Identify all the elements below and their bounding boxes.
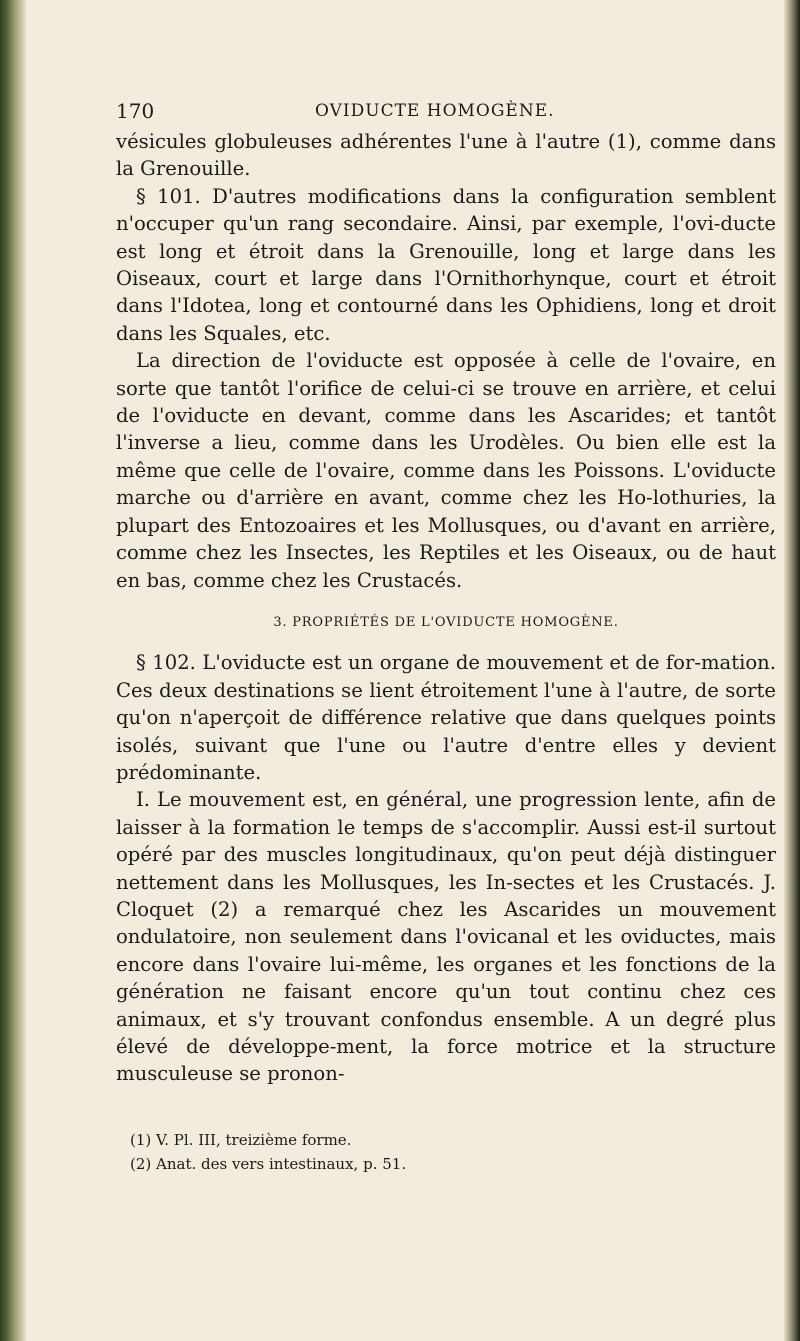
paragraph: vésicules globuleuses adhérentes l'une à l'autre (1), comme dans la Grenouille. — [116, 130, 776, 181]
paragraph: La direction de l'oviducte est opposée à celle de l'ovaire, en sorte que tantôt l'orifice de celui-ci se trouve en arrière, et celui de l'oviducte en devant, comme dans les Ascarides; et tantôt l'inverse a lieu, comme dans les Urodèles. Ou bien elle est la même que celle de l'ovaire, comme dans les Poissons. L'oviducte marche ou d'arrière en avant, comme chez les Ho-lothuries, la plupart des Entozoaires et les Mollusques, ou d'avant en arrière, comme chez les Insectes, les Reptiles et les Oiseaux, ou de haut en bas, comme chez les Crustacés. — [116, 349, 776, 592]
paragraph: § 102. L'oviducte est un organe de mouvement et de for-mation. Ces deux destinations se lient étroitement l'une à l'autre, de sorte qu'on n'aperçoit de différence relative que dans quelques points isolés, suivant que l'une ou l'autre d'entre elles y devient prédominante. — [116, 651, 776, 784]
footnote: (2) Anat. des vers intestinaux, p. 51. — [130, 1154, 407, 1173]
paragraph: I. Le mouvement est, en général, une progression lente, afin de laisser à la formation le temps de s'accomplir. Aussi est-il surtout opéré par des muscles longitudinaux, qu'on peut déjà distinguer nettement dans les Mollusques, les In-sectes et les Crustacés. J. Cloquet (2) a remarqué chez les Ascarides un mouvement ondulatoire, non seulement dans l'ovicanal et les oviductes, mais encore dans l'ovaire lui-même, les organes et les fonctions de la génération ne faisant encore qu'un tout continu chez ces animaux, et s'y trouvant confondus ensemble. A un degré plus élevé de développe-ment, la force motrice et la structure musculeuse se pronon- — [116, 788, 776, 1086]
running-title: OVIDUCTE HOMOGÈNE. — [315, 101, 555, 121]
book-spine-edge — [0, 0, 26, 1341]
footnotes — [116, 1128, 776, 1176]
section-heading: 3. PROPRIÉTÉS DE L'OVIDUCTE HOMOGÈNE. — [273, 614, 619, 630]
page-right-edge — [784, 0, 800, 1341]
book-page — [116, 98, 776, 1176]
page-header — [116, 98, 776, 128]
page-number: 170 — [116, 99, 155, 123]
footnote: (1) V. Pl. III, treizième forme. — [130, 1130, 352, 1149]
paragraph: § 101. D'autres modifications dans la configuration semblent n'occuper qu'un rang secondaire. Ainsi, par exemple, l'ovi-ducte est long et étroit dans la Grenouille, long et large dans les Oiseaux, court et large dans l'Ornithorhynque, court et étroit dans l'Idotea, long et contourné dans les Ophidiens, long et droit dans les Squales, etc. — [116, 184, 776, 345]
